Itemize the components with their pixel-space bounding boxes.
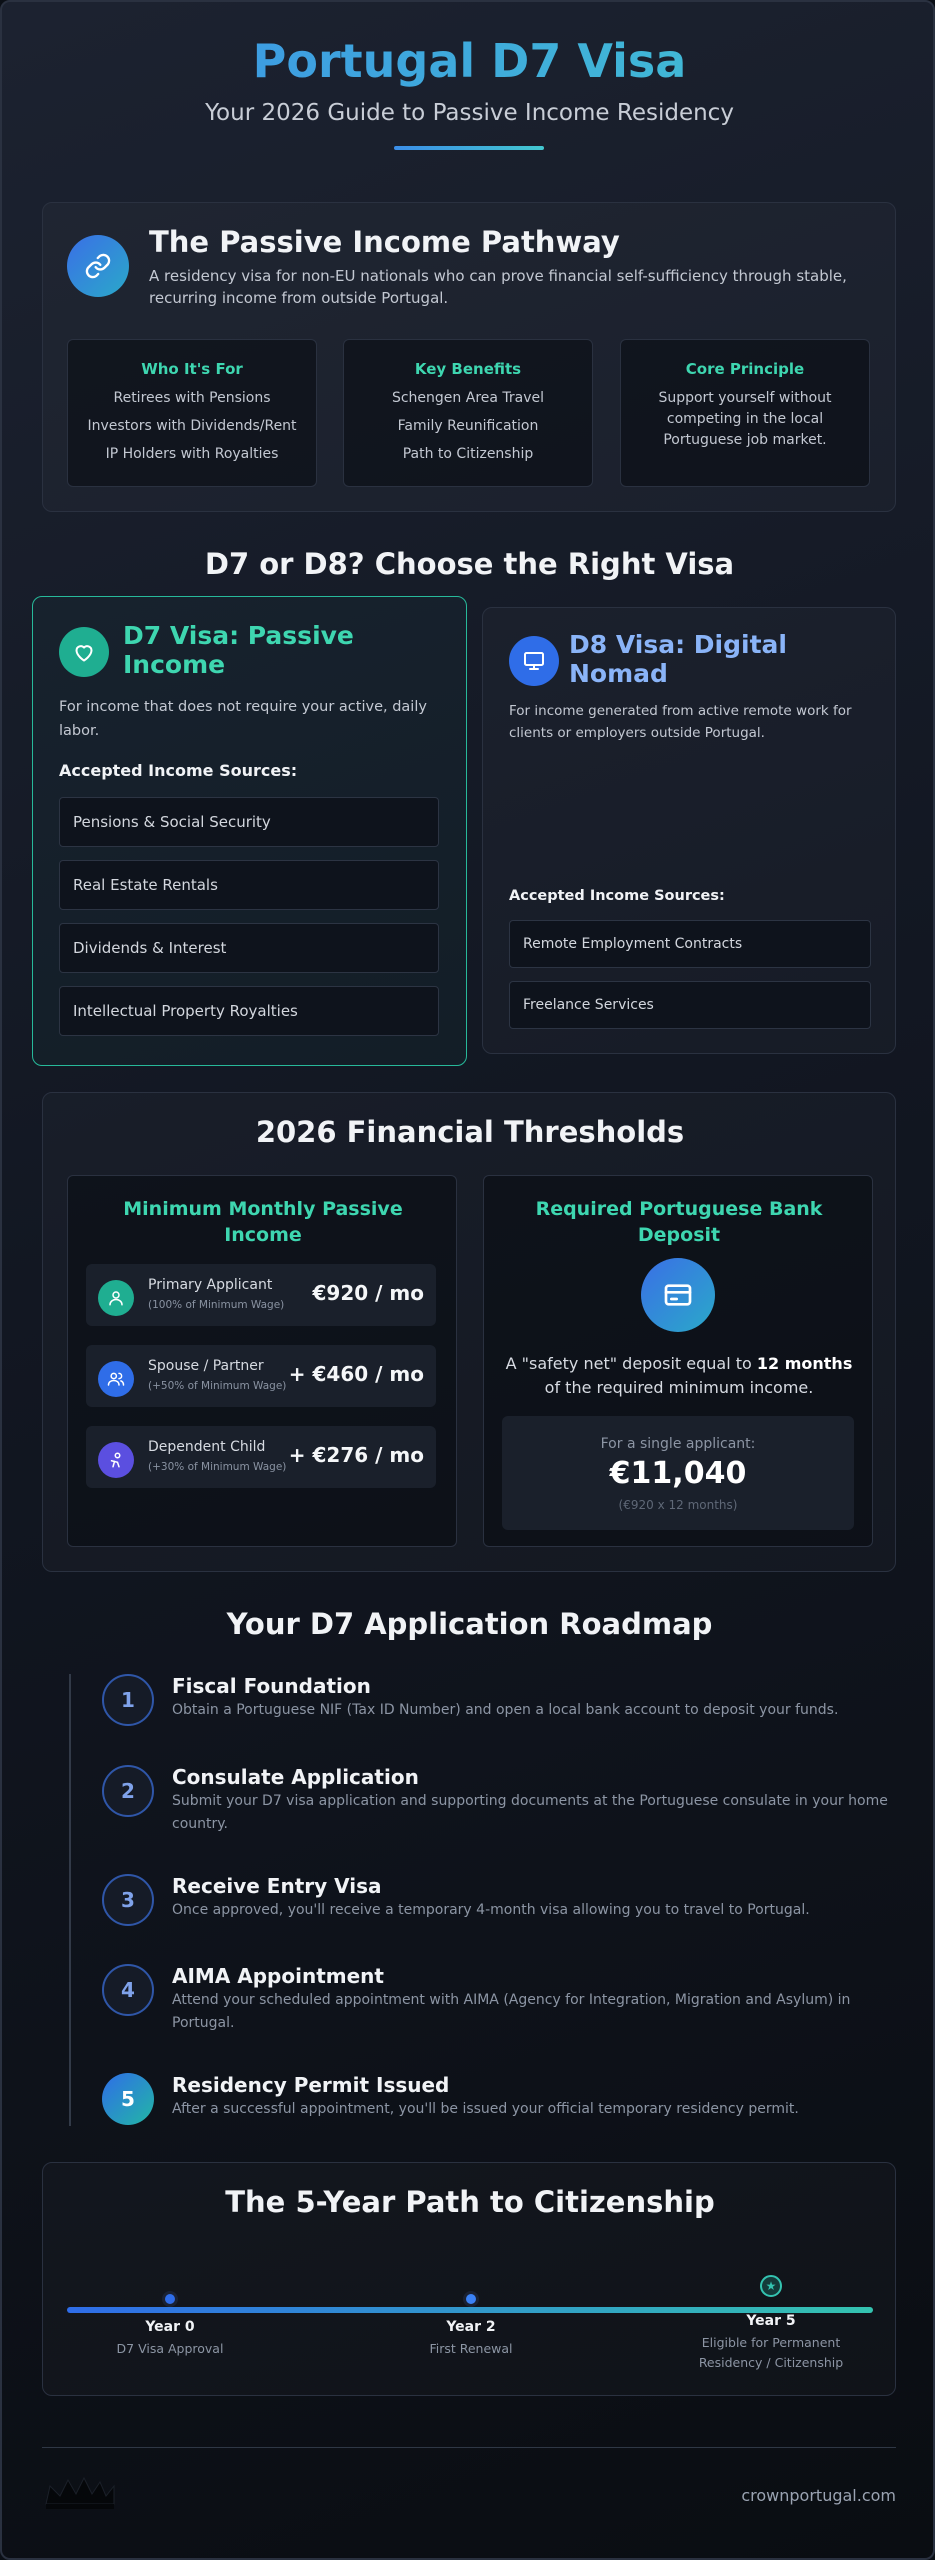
link-icon (67, 235, 129, 297)
d8-source-item: Freelance Services (509, 981, 871, 1029)
users-icon (98, 1361, 134, 1397)
d7-source-item: Dividends & Interest (59, 923, 439, 973)
deposit-explanation-line (494, 1352, 864, 1376)
column-title: Who It's For (141, 360, 243, 378)
deposit-text-bold: 12 months (756, 1354, 853, 1373)
deposit-explanation (494, 1352, 864, 1400)
thresholds-card (42, 1092, 896, 1572)
milestone-year: Year 0 (145, 2319, 195, 2335)
deposit-box-label: For a single applicant: (600, 1436, 756, 1452)
d8-visa-card (482, 607, 896, 1054)
column-line: Path to Citizenship (402, 446, 534, 462)
crown-icon (42, 2474, 118, 2514)
d7-description-line: labor. (59, 723, 100, 739)
income-row-amount: + €276 / mo (288, 1443, 424, 1467)
column-line: Family Reunification (397, 418, 539, 434)
d8-source-item: Remote Employment Contracts (509, 920, 871, 968)
deposit-box-calc: (€920 x 12 months) (618, 1498, 738, 1512)
d7-title-line: D7 Visa: Passive (123, 621, 354, 650)
d8-title-line: Nomad (569, 659, 668, 688)
compare-section-title: D7 or D8? Choose the Right Visa (204, 547, 735, 581)
column-line: Retirees with Pensions (113, 390, 271, 406)
step-number: 5 (102, 2073, 154, 2125)
deposit-text: A "safety net" deposit equal to (505, 1354, 757, 1373)
pathway-card (42, 202, 896, 512)
bank-deposit-title (484, 1196, 874, 1248)
roadmap-title: Your D7 Application Roadmap (226, 1607, 713, 1641)
income-row-amount: + €460 / mo (288, 1362, 424, 1386)
column-line: competing in the local (666, 411, 824, 427)
milestone-year: Year 5 (746, 2313, 796, 2329)
d8-description-line: clients or employers outside Portugal. (509, 725, 765, 741)
title-divider (394, 146, 544, 150)
milestone-year: Year 2 (446, 2319, 496, 2335)
d8-title (569, 630, 787, 688)
d7-sources-label: Accepted Income Sources: (59, 761, 298, 780)
step-title: Consulate Application (172, 1765, 419, 1789)
milestone-dot (463, 2291, 479, 2307)
step-description: Obtain a Portuguese NIF (Tax ID Number) and open a local bank account to deposit your funds. (172, 1702, 839, 1718)
page-title: Portugal D7 Visa (2, 34, 935, 88)
column-title: Core Principle (685, 360, 805, 378)
d7-description-line: For income that does not require your active, daily (59, 699, 427, 715)
child-icon (98, 1442, 134, 1478)
key-benefits-column (343, 339, 593, 487)
d8-description (509, 700, 879, 744)
citizenship-title: The 5-Year Path to Citizenship (225, 2185, 715, 2219)
bank-deposit-title-line: Deposit (637, 1224, 721, 1246)
d8-description-line: For income generated from active remote work for (509, 703, 852, 719)
d7-title (123, 621, 354, 679)
monthly-income-title (68, 1196, 458, 1248)
monthly-income-title-line: Income (224, 1224, 302, 1246)
income-row-spouse (86, 1345, 436, 1407)
d7-visa-card (32, 596, 467, 1066)
pathway-title: The Passive Income Pathway (149, 225, 620, 259)
income-row-sublabel: (+50% of Minimum Wage) (148, 1380, 287, 1392)
step-number: 2 (102, 1765, 154, 1817)
d7-source-item: Intellectual Property Royalties (59, 986, 439, 1036)
step-title: Receive Entry Visa (172, 1874, 382, 1898)
card-icon (641, 1258, 715, 1332)
column-line: Investors with Dividends/Rent (87, 418, 297, 434)
who-its-for-column (67, 339, 317, 487)
roadmap-line (69, 1674, 71, 2126)
bank-deposit-title-line: Required Portuguese Bank (535, 1198, 823, 1220)
step-description: Once approved, you'll receive a temporary 4-month visa allowing you to travel to Portugal. (172, 1902, 810, 1918)
income-row-child (86, 1426, 436, 1488)
income-row-sublabel: (100% of Minimum Wage) (148, 1299, 285, 1311)
income-row-primary (86, 1264, 436, 1326)
d8-title-line: D8 Visa: Digital (569, 630, 787, 659)
income-row-amount: €920 / mo (312, 1281, 424, 1305)
d7-title-line: Income (123, 650, 226, 679)
step-description: Attend your scheduled appointment with AIMA (Agency for Integration, Migration and Asylum) in Portugal. (172, 1992, 851, 2031)
monthly-income-panel (67, 1175, 457, 1547)
step-number: 3 (102, 1874, 154, 1926)
milestone-description: First Renewal (429, 2341, 513, 2356)
income-row-sublabel: (+30% of Minimum Wage) (148, 1461, 287, 1473)
heart-icon (59, 627, 109, 677)
step-title: Fiscal Foundation (172, 1674, 371, 1698)
monthly-income-title-line: Minimum Monthly Passive (123, 1198, 403, 1220)
income-row-label: Primary Applicant (148, 1277, 273, 1293)
income-row-label: Spouse / Partner (148, 1358, 264, 1374)
deposit-box-amount: €11,040 (609, 1456, 747, 1491)
d7-description (59, 695, 449, 743)
deposit-explanation-line: of the required minimum income. (544, 1378, 814, 1397)
column-line: IP Holders with Royalties (105, 446, 279, 462)
step-title: Residency Permit Issued (172, 2073, 450, 2097)
d7-source-item: Real Estate Rentals (59, 860, 439, 910)
pathway-description: A residency visa for non-EU nationals who can prove financial self-sufficiency through stable, recurring income from outside Portugal. (149, 267, 847, 307)
milestone-description-line: Residency / Citizenship (698, 2355, 844, 2370)
step-number: 1 (102, 1674, 154, 1726)
income-row-label: Dependent Child (148, 1439, 266, 1455)
thresholds-title: 2026 Financial Thresholds (255, 1115, 685, 1149)
citizenship-card (42, 2162, 896, 2396)
footer-divider (42, 2447, 896, 2448)
milestone-dot (162, 2291, 178, 2307)
core-principle-column (620, 339, 870, 487)
deposit-summary-box (502, 1416, 854, 1530)
column-title: Key Benefits (414, 360, 522, 378)
milestone-description: D7 Visa Approval (116, 2341, 224, 2356)
step-description: After a successful appointment, you'll be issued your official temporary residency permit. (172, 2101, 799, 2117)
footer-website: crownportugal.com (741, 2486, 896, 2505)
d7-source-item: Pensions & Social Security (59, 797, 439, 847)
column-line: Schengen Area Travel (391, 390, 545, 406)
column-line: Portuguese job market. (663, 432, 827, 448)
step-description: Submit your D7 visa application and supporting documents at the Portuguese consulate in your home country. (172, 1793, 888, 1832)
user-icon (98, 1280, 134, 1316)
milestone-description (661, 2333, 881, 2373)
column-line: Support yourself without (658, 390, 832, 406)
d8-sources-label: Accepted Income Sources: (509, 888, 725, 904)
page-subtitle: Your 2026 Guide to Passive Income Residency (205, 100, 734, 126)
star-icon: ★ (760, 2275, 782, 2297)
bank-deposit-panel (483, 1175, 873, 1547)
milestone-description-line: Eligible for Permanent (701, 2335, 841, 2350)
monitor-icon (509, 636, 559, 686)
step-title: AIMA Appointment (172, 1964, 384, 1988)
step-number: 4 (102, 1964, 154, 2016)
